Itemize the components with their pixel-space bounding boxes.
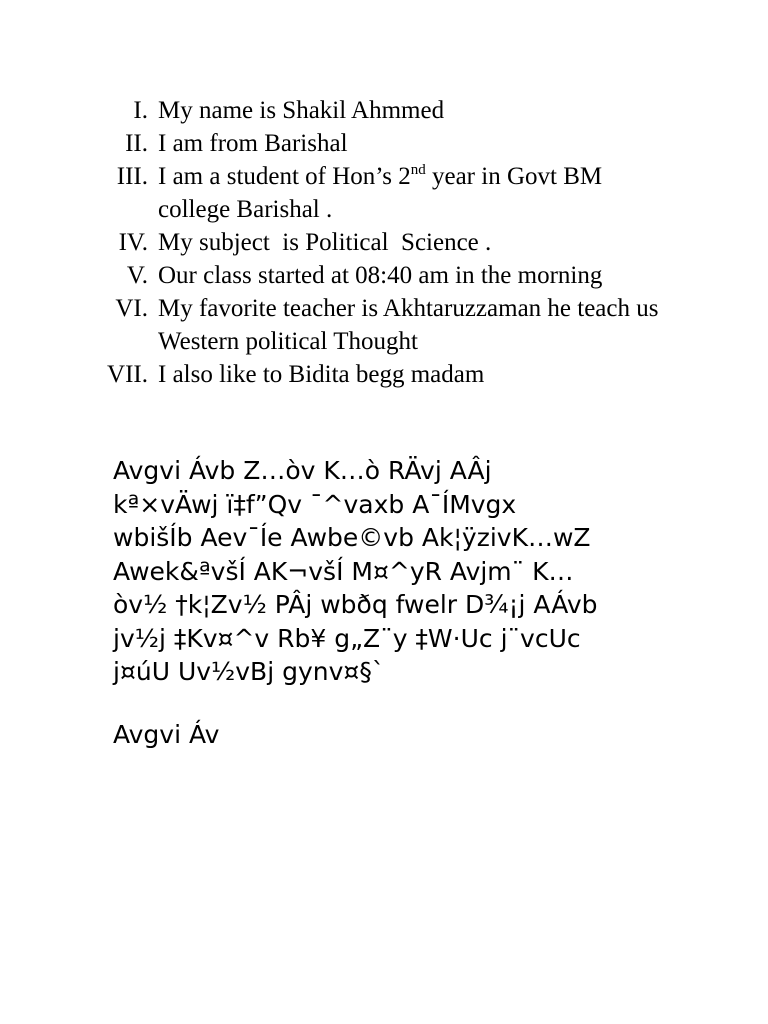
garbled-line: kª×vÄwj ï‡f”Qv ¯^vaxb A¯ÍMvgx <box>113 489 517 519</box>
list-item <box>90 160 690 226</box>
garbled-short-line: Avgvi Áv <box>113 720 220 749</box>
list-numeral: VI. <box>115 295 148 322</box>
garbled-line: Awek&ªvšÍ AK¬všÍ M¤^yR Avjm¨ K… <box>113 556 574 586</box>
list-item-text: Our class started at 08:40 am in the morning <box>158 262 603 289</box>
list-item <box>90 226 690 259</box>
garbled-line: jv½j ‡Kv¤^v Rb¥ g„Z¨y ‡W·Uc j¨vcUc <box>113 623 581 653</box>
list-numeral: II. <box>125 130 148 157</box>
garbled-line: wbišÍb Aev¯Íe Awbe©vb Ak¦ÿzivK…wZ <box>113 523 591 552</box>
list-item-text: My favorite teacher is Akhtaruzzaman he teach us Western political Thought <box>158 295 659 355</box>
list-item-text-after: year in Govt BM college Barishal . <box>158 163 603 223</box>
garbled-line: òv½ †k¦Zv½ PÂj wbðq fwelr D¾¡j AÁvb <box>113 590 598 619</box>
list-item <box>90 127 690 160</box>
garbled-line: Avgvi Ávb Z…òv K…ò RÄvj AÂj <box>113 456 492 485</box>
list-item-text-before: I am a student of Hon’s 2 <box>158 163 411 190</box>
list-item-text: I am from Barishal <box>158 130 348 157</box>
list-item <box>90 358 690 391</box>
list-item <box>90 292 690 358</box>
list-item-text: My name is Shakil Ahmmed <box>158 97 445 124</box>
list-item-text: I also like to Bidita begg madam <box>158 361 485 388</box>
list-item-text: My subject is Political Science . <box>158 229 492 256</box>
garbled-paragraph <box>113 454 673 689</box>
list-item-text <box>158 160 663 226</box>
roman-numeral-list <box>90 94 690 391</box>
list-numeral: VII. <box>107 361 148 388</box>
list-numeral: V. <box>126 262 148 289</box>
garbled-line: j¤úU Uv½vBj gynv¤§` <box>113 657 385 686</box>
list-numeral: IV. <box>118 229 148 256</box>
list-item <box>90 259 690 292</box>
list-numeral: I. <box>133 97 148 124</box>
list-item <box>90 94 690 127</box>
list-numeral: III. <box>116 163 148 190</box>
ordinal-superscript: nd <box>410 162 426 178</box>
